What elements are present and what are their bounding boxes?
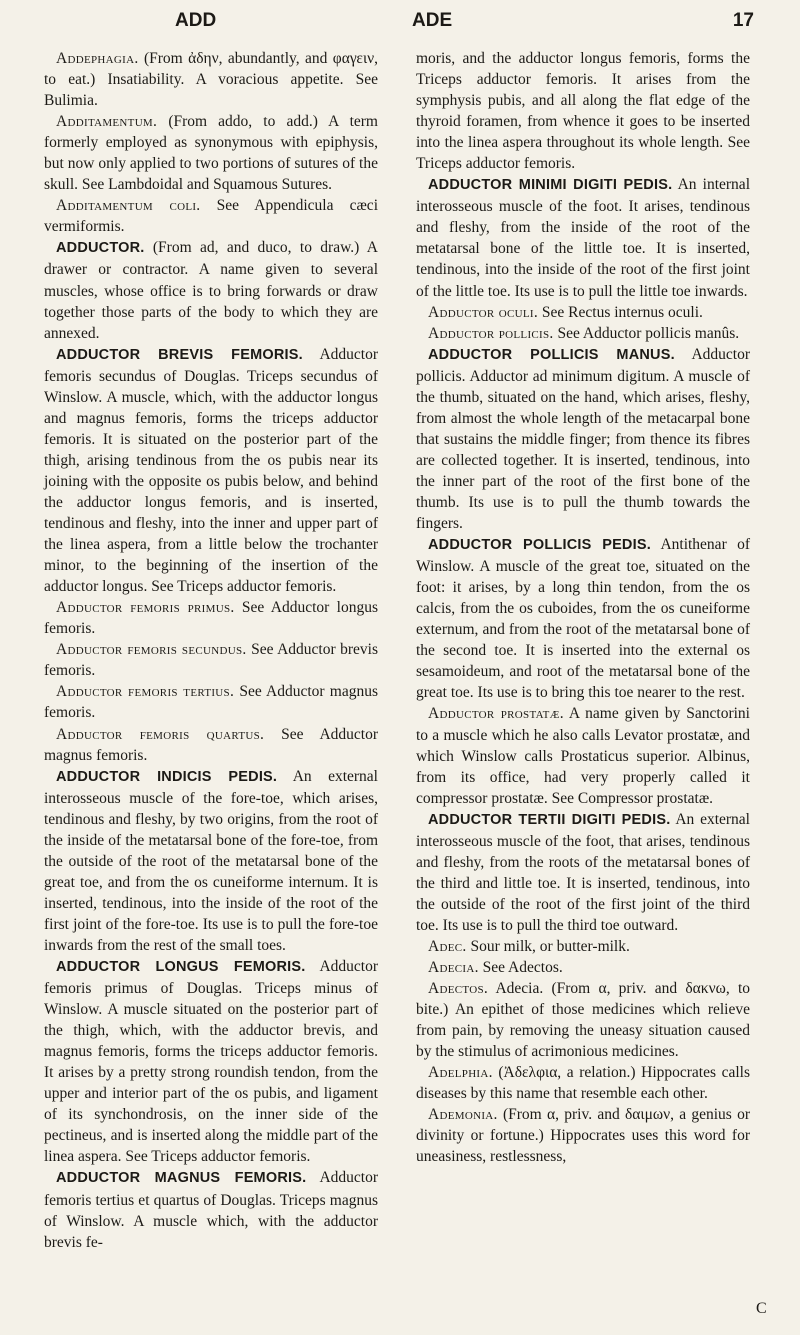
- entry-definition: See Adductor brevis femoris.: [44, 641, 378, 680]
- dictionary-entry: [416, 302, 750, 323]
- entry-definition: See Adductor pollicis manûs.: [553, 324, 740, 342]
- entry-headword: Adec.: [428, 937, 467, 955]
- entry-headword: Adelphia.: [428, 1064, 493, 1082]
- entry-definition: See Adductor longus femoris.: [44, 599, 378, 638]
- entry-definition: See Appendicula cæci vermiformis.: [44, 197, 378, 236]
- entry-definition: (From α, priv. and δαιμων, a genius or divinity or fortune.) Hippocrates uses this word for uneasiness, restlessness,: [416, 1106, 750, 1166]
- entry-headword: Additamentum coli.: [56, 197, 201, 215]
- entry-definition: Adductor femoris secundus of Douglas. Triceps secundus of Winslow. A muscle, which, with the adductor longus and magnus femoris, forms the triceps adductor femoris. It is situated on the posterior part of the thigh, arising tendinous from the os pubis near its joining with the opposite os pubis below, and behind the adductor longus femoris, and is inserted, tendinous and fleshy, into the inner and upper part of the linea aspera, from a little below the trochanter minor, to the beginning of the insertion of the adductor longus. See Triceps adductor femoris.: [44, 345, 379, 596]
- entry-headword: ADDUCTOR INDICIS PEDIS.: [56, 768, 278, 785]
- entry-definition: See Adductor magnus femoris.: [44, 725, 378, 764]
- entry-headword: ADDUCTOR POLLICIS MANUS.: [428, 346, 675, 363]
- dictionary-entry: [416, 936, 750, 957]
- entry-definition: See Rectus internus oculi.: [538, 303, 703, 321]
- page-number: 17: [732, 10, 754, 31]
- dictionary-entry: [416, 957, 750, 978]
- entry-headword: Adductor pollicis.: [428, 324, 554, 342]
- dictionary-entry: [44, 724, 378, 766]
- dictionary-entry: [44, 344, 378, 598]
- dictionary-entry: [44, 766, 378, 956]
- signature-mark: C: [756, 1300, 767, 1317]
- entry-headword: Addephagia.: [56, 50, 139, 67]
- entry-definition: (Ἀδελφια, a relation.) Hippocrates calls diseases by this name that resemble each other.: [416, 1064, 750, 1103]
- entry-definition: Adductor pollicis. Adductor ad minimum digitum. A muscle of the thumb, situated on the hand, which arises, fleshy, from almost the whole length of the metacarpal bone that sustains the middle finger; from thence its fibres are collected together. It is inserted, tendinous, into the inner part of the root of the first bone of the thumb. Its use is to pull the thumb towards the fingers.: [416, 345, 750, 533]
- dictionary-entry: [416, 344, 750, 534]
- entry-headword: Adductor prostatæ.: [428, 705, 564, 723]
- dictionary-entry: [416, 703, 750, 808]
- dictionary-entry: [44, 639, 378, 681]
- entry-headword: Adecia.: [428, 959, 479, 977]
- dictionary-entry: [44, 111, 378, 195]
- entry-definition: moris, and the adductor longus femoris, forms the Triceps adductor femoris. It arises from the symphysis pubis, and all along the flat edge of the thyroid foramen, from whence it goes to be inserted into the linea aspera throughout its whole length. See Triceps adductor femoris.: [416, 50, 750, 173]
- entry-headword: Adductor femoris quartus.: [56, 725, 265, 743]
- dictionary-entry: [416, 809, 750, 936]
- entry-definition: An internal interosseous muscle of the foot. It arises, tendinous and fleshy, from the inside of the root of the metatarsal bone of the little toe. It is inserted, tendinous, into the inside of the root of the first joint of the little toe. Its use is to pull the little toe inwards.: [416, 176, 750, 300]
- entry-headword: Adectos.: [428, 980, 489, 998]
- entry-headword: Adductor femoris secundus.: [56, 641, 247, 659]
- left-column: [44, 48, 378, 1253]
- right-column: [416, 48, 750, 1167]
- dictionary-entry: [44, 1167, 378, 1252]
- entry-headword: ADDUCTOR MAGNUS FEMORIS.: [56, 1170, 307, 1187]
- entry-headword: Adductor oculi.: [428, 303, 539, 321]
- entry-definition: Adductor femoris tertius et quartus of Douglas. Triceps magnus of Winslow. A muscle which, with the adductor brevis fe-: [44, 1169, 379, 1251]
- dictionary-entry: [416, 978, 750, 1062]
- entry-headword: ADDUCTOR POLLICIS PEDIS.: [428, 537, 651, 554]
- dictionary-entry: [416, 48, 750, 174]
- dictionary-entry: [416, 534, 750, 703]
- entry-headword: Adductor femoris primus.: [56, 599, 235, 617]
- dictionary-entry: [44, 956, 378, 1167]
- entry-definition: A name given by Sanctorini to a muscle which he also calls Levator prostatæ, and which Winslow calls Prostaticus superior. Albinus, from its office, had very properly called it compressor prostatæ. See Compressor prostatæ.: [416, 705, 750, 807]
- dictionary-entry: [44, 237, 378, 343]
- dictionary-entry: [416, 1104, 750, 1167]
- dictionary-entry: [44, 195, 378, 237]
- dictionary-entry: [416, 323, 750, 344]
- entry-definition: Sour milk, or butter-milk.: [466, 937, 630, 955]
- dictionary-entry: [44, 597, 378, 639]
- entry-definition: (From ἀδην, abundantly, and φαγειν, to eat.) Insatiability. A voracious appetite. See Bulimia.: [44, 50, 378, 110]
- header-right-guide-word: ADE: [412, 10, 453, 31]
- entry-definition: See Adectos.: [478, 959, 563, 977]
- entry-definition: An external interosseous muscle of the foot, that arises, tendinous and fleshy, from the roots of the metatarsal bones of the third and little toe. It is inserted, tendinous, into the outside of the root of the first joint of the third toe. Its use is to pull the third toe outward.: [416, 810, 750, 934]
- entry-headword: ADDUCTOR LONGUS FEMORIS.: [56, 959, 306, 976]
- entry-headword: ADDUCTOR TERTII DIGITI PEDIS.: [428, 811, 671, 828]
- entry-headword: ADDUCTOR BREVIS FEMORIS.: [56, 346, 303, 363]
- dictionary-entry: [416, 174, 750, 301]
- entry-headword: Ademonia.: [428, 1106, 498, 1124]
- entry-definition: Adductor femoris primus of Douglas. Triceps minus of Winslow. A muscle situated on the posterior part of the thigh, which, with the adductor brevis, and magnus femoris, forms the triceps adductor femoris. It arises by a pretty strong roundish tendon, from the upper and interior part of the os pubis, and ligament of its synchondrosis, on the inner side of the pectineus, and is inserted along the middle part of the linea aspera. See Triceps adductor femoris.: [44, 958, 378, 1166]
- entry-definition: An external interosseous muscle of the fore-toe, which arises, tendinous and fleshy, by two origins, from the root of the inside of the metatarsal bone of the fore-toe, from the outside of the root of the metatarsal bone of the great toe, and from the os cuneiforme internum. It is inserted, tendinous, into the inside of the root of the first joint of the fore-toe. Its use is to pull the fore-toe inwards from the rest of the small toes.: [44, 767, 378, 954]
- dictionary-entry: [44, 681, 378, 723]
- entry-headword: Additamentum.: [56, 113, 158, 131]
- dictionary-entry: [44, 48, 378, 111]
- entry-definition: See Adductor magnus femoris.: [44, 683, 378, 722]
- entry-definition: (From ad, and duco, to draw.) A drawer or contractor. A name given to several muscles, whose office is to bring forwards or draw together those parts of the body to which they are annexed.: [44, 239, 378, 342]
- entry-definition: (From addo, to add.) A term formerly employed as synonymous with epiphysis, but now only applied to two portions of sutures of the skull. See Lambdoidal and Squamous Sutures.: [44, 113, 378, 194]
- dictionary-entry: [416, 1062, 750, 1104]
- header-left-guide-word: ADD: [175, 10, 217, 31]
- entry-headword: ADDUCTOR.: [56, 240, 145, 257]
- entry-definition: Antithenar of Winslow. A muscle of the great toe, situated on the foot: it arises, by a long thin tendon, from the os calcis, from the os cuboides, from the os cuneiforme externum, and from the root of the metatarsal bone of the second toe. It is inserted into the external os sesamoideum, and root of the metatarsal bone of the great toe. Its use is to bring this toe nearer to the rest.: [416, 536, 750, 702]
- entry-definition: Adecia. (From α, priv. and δακνω, to bite.) An epithet of those medicines which relieve from pain, by removing the uneasy situation caused by the stimulus of acrimonious medicines.: [416, 980, 750, 1061]
- entry-headword: ADDUCTOR MINIMI DIGITI PEDIS.: [428, 177, 673, 194]
- entry-headword: Adductor femoris tertius.: [56, 683, 235, 701]
- running-header: [40, 10, 760, 36]
